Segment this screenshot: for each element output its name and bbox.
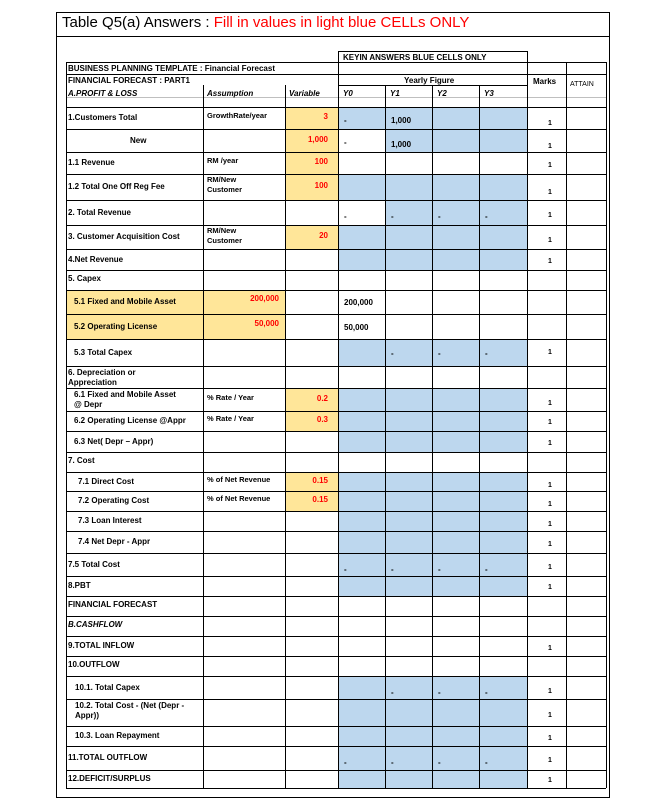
grid-line <box>66 726 606 727</box>
y1-value: - <box>391 758 394 767</box>
mark-value: 1 <box>548 143 552 150</box>
answer-cell[interactable] <box>480 473 527 491</box>
answer-cell[interactable] <box>433 226 479 249</box>
answer-cell[interactable] <box>480 412 527 431</box>
keyin-note: KEYIN ANSWERS BLUE CELLS ONLY <box>343 53 487 62</box>
row-label: 5. Capex <box>68 274 101 283</box>
grid-line <box>66 472 606 473</box>
grid-line <box>66 491 606 492</box>
y1-value: - <box>391 212 394 221</box>
variable-value: 100 <box>314 157 328 166</box>
grid-line <box>66 656 606 657</box>
grid-line <box>479 85 480 788</box>
answer-cell[interactable] <box>480 108 527 129</box>
answer-cell[interactable] <box>339 432 385 452</box>
marks-header: Marks <box>533 77 557 86</box>
grid-line <box>66 596 606 597</box>
variable-value: 0.3 <box>316 415 328 424</box>
y0-value: - <box>344 758 347 767</box>
assumption-text: % Rate / Year <box>207 393 254 402</box>
answer-cell[interactable] <box>480 389 527 411</box>
y3-value: - <box>485 758 488 767</box>
row-label: Appr)) <box>75 711 99 720</box>
variable-value: 0.2 <box>316 394 328 403</box>
assumption-text: % of Net Revenue <box>207 475 271 484</box>
row-label: 10.2. Total Cost - (Net (Depr - <box>75 701 185 710</box>
grid-line <box>66 431 606 432</box>
mark-value: 1 <box>548 482 552 489</box>
grid-line <box>66 62 67 788</box>
grid-line <box>66 636 606 637</box>
y1-value: - <box>391 688 394 697</box>
assumption-text: RM/New <box>207 226 237 235</box>
grid-line <box>66 290 606 291</box>
assumption-text: RM/New <box>207 175 237 184</box>
answer-cell[interactable] <box>480 771 527 788</box>
y3-value: - <box>485 565 488 574</box>
attain-header: ATTAIN <box>570 81 594 88</box>
answer-cell[interactable] <box>339 412 385 431</box>
mark-value: 1 <box>548 120 552 127</box>
y1-header: Y1 <box>390 89 400 98</box>
row-label: 9.TOTAL INFLOW <box>68 641 135 650</box>
row-label: 4.Net Revenue <box>68 255 124 264</box>
answer-cell[interactable] <box>339 473 385 491</box>
row-label: Appreciation <box>68 378 117 387</box>
row-label: 6.1 Fixed and Mobile Asset <box>74 390 176 399</box>
row-label: 6. Depreciation or <box>68 368 136 377</box>
row-label: 8.PBT <box>68 581 91 590</box>
grid-line <box>385 85 386 788</box>
part-title: FINANCIAL FORECAST : PART1 <box>68 76 190 85</box>
answer-cell[interactable] <box>386 175 432 200</box>
row-label: 7.3 Loan Interest <box>78 516 142 525</box>
answer-cell[interactable] <box>433 771 479 788</box>
mark-value: 1 <box>548 777 552 784</box>
assumption-text: Customer <box>207 236 243 245</box>
row-label: 7.1 Direct Cost <box>78 477 135 486</box>
answer-cell[interactable] <box>339 700 385 726</box>
template-title: BUSINESS PLANNING TEMPLATE : Financial Forecast <box>68 64 275 73</box>
row-label: 10.1. Total Capex <box>75 683 140 692</box>
answer-cell[interactable] <box>339 226 385 249</box>
grid-line <box>66 152 606 153</box>
mark-value: 1 <box>548 212 552 219</box>
assumption-text: RM /year <box>207 156 239 165</box>
grid-line <box>338 51 527 52</box>
assumption-header: Assumption <box>207 89 254 98</box>
grid-line <box>66 225 606 226</box>
answer-cell[interactable] <box>339 577 385 596</box>
mark-value: 1 <box>548 162 552 169</box>
variable-header: Variable <box>289 89 320 98</box>
mark-value: 1 <box>548 258 552 265</box>
grid-line <box>66 270 606 271</box>
grid-line <box>338 51 339 788</box>
grid-line <box>66 676 606 677</box>
answer-cell[interactable] <box>386 771 432 788</box>
y0-value: - <box>344 116 347 125</box>
grid-line <box>285 85 286 788</box>
grid-line <box>203 85 204 788</box>
answer-cell[interactable] <box>386 492 432 511</box>
page-title <box>62 14 469 31</box>
grid-line <box>66 616 606 617</box>
grid-line <box>66 366 606 367</box>
answer-cell[interactable] <box>433 512 479 531</box>
row-label: 1.2 Total One Off Reg Fee <box>68 182 165 191</box>
grid-line <box>66 452 606 453</box>
title-prefix: Table Q5(a) Answers : <box>62 14 214 31</box>
y3-value: - <box>485 688 488 697</box>
answer-cell[interactable] <box>480 532 527 553</box>
row-label: 5.3 Total Capex <box>74 348 133 357</box>
variable-value: 0.15 <box>312 495 328 504</box>
answer-cell[interactable] <box>339 771 385 788</box>
answer-cell[interactable] <box>433 389 479 411</box>
grid-line <box>606 62 607 788</box>
mark-value: 1 <box>548 501 552 508</box>
answer-cell[interactable] <box>480 175 527 200</box>
answer-cell[interactable] <box>339 389 385 411</box>
y0-value: - <box>344 138 347 147</box>
answer-cell[interactable] <box>386 700 432 726</box>
answer-cell[interactable] <box>339 250 385 270</box>
assumption-text: Customer <box>207 185 243 194</box>
row-label: FINANCIAL FORECAST <box>68 600 158 609</box>
grid-line <box>66 788 606 789</box>
grid-line <box>66 97 606 98</box>
grid-line <box>66 553 606 554</box>
row-label: 5.1 Fixed and Mobile Asset <box>74 297 176 306</box>
row-label: 12.DEFICIT/SURPLUS <box>68 774 151 783</box>
row-label: @ Depr <box>74 400 103 409</box>
mark-value: 1 <box>548 757 552 764</box>
mark-value: 1 <box>548 712 552 719</box>
mark-value: 1 <box>548 237 552 244</box>
mark-value: 1 <box>548 440 552 447</box>
answer-cell[interactable] <box>433 412 479 431</box>
row-label: 1.1 Revenue <box>68 158 115 167</box>
answer-cell[interactable] <box>339 175 385 200</box>
mark-value: 1 <box>548 521 552 528</box>
yearly-figure-header: Yearly Figure <box>404 76 455 85</box>
answer-cell[interactable] <box>433 577 479 596</box>
y2-value: - <box>438 758 441 767</box>
answer-cell[interactable] <box>480 577 527 596</box>
answer-cell[interactable] <box>339 532 385 553</box>
variable-value: 3 <box>323 112 328 121</box>
answer-cell[interactable] <box>480 226 527 249</box>
y3-value: - <box>485 349 488 358</box>
grid-line <box>66 314 606 315</box>
answer-cell[interactable] <box>339 677 385 699</box>
assumption-text: GrowthRate/year <box>207 111 268 120</box>
row-label: 11.TOTAL OUTFLOW <box>68 753 148 762</box>
answer-cell[interactable] <box>433 532 479 553</box>
answer-cell[interactable] <box>386 389 432 411</box>
answer-cell[interactable] <box>339 512 385 531</box>
variable-value: 1,000 <box>307 135 328 144</box>
mark-value: 1 <box>548 349 552 356</box>
y0-value: - <box>344 212 347 221</box>
title-instruction: Fill in values in light blue CELLs ONLY <box>213 14 470 31</box>
grid-line <box>66 200 606 201</box>
answer-cell[interactable] <box>480 727 527 746</box>
y2-value: - <box>438 688 441 697</box>
row-label: 3. Customer Acquisition Cost <box>68 232 180 241</box>
y1-value: 1,000 <box>391 140 412 149</box>
row-label: New <box>130 136 147 145</box>
mark-value: 1 <box>548 541 552 548</box>
title-rule <box>56 36 610 37</box>
row-label: 7.2 Operating Cost <box>78 496 150 505</box>
answer-cell[interactable] <box>386 577 432 596</box>
y2-header: Y2 <box>437 89 447 98</box>
row-label: B.CASHFLOW <box>68 620 123 629</box>
mark-value: 1 <box>548 189 552 196</box>
answer-cell[interactable] <box>339 492 385 511</box>
answer-cell[interactable] <box>386 473 432 491</box>
grid-line <box>66 74 606 75</box>
answer-cell[interactable] <box>433 108 479 129</box>
answer-cell[interactable] <box>433 175 479 200</box>
assumption-text: % of Net Revenue <box>207 494 271 503</box>
answer-cell[interactable] <box>480 492 527 511</box>
answer-cell[interactable] <box>480 250 527 270</box>
row-label: 1.Customers Total <box>68 113 138 122</box>
answer-cell[interactable] <box>433 727 479 746</box>
answer-cell[interactable] <box>386 412 432 431</box>
row-label: 6.2 Operating License @Appr <box>74 416 186 425</box>
answer-cell[interactable] <box>386 727 432 746</box>
answer-cell[interactable] <box>386 226 432 249</box>
grid-line <box>66 339 606 340</box>
answer-cell[interactable] <box>339 340 385 366</box>
grid-line <box>66 770 606 771</box>
answer-cell[interactable] <box>433 700 479 726</box>
y1-value: 1,000 <box>391 116 412 125</box>
variable-value: 100 <box>314 181 328 190</box>
answer-cell[interactable] <box>433 130 479 152</box>
answer-cell[interactable] <box>480 700 527 726</box>
y1-value: - <box>391 349 394 358</box>
y0-value: 200,000 <box>344 298 373 307</box>
row-label: 10.OUTFLOW <box>68 660 120 669</box>
answer-cell[interactable] <box>339 727 385 746</box>
amount-value: 50,000 <box>254 319 279 328</box>
variable-value: 0.15 <box>312 476 328 485</box>
mark-value: 1 <box>548 400 552 407</box>
answer-cell[interactable] <box>480 512 527 531</box>
mark-value: 1 <box>548 688 552 695</box>
section-profit-loss: A.PROFIT & LOSS <box>68 89 138 98</box>
answer-cell[interactable] <box>433 432 479 452</box>
y3-header: Y3 <box>484 89 494 98</box>
grid-line <box>66 129 606 130</box>
grid-line <box>66 62 606 63</box>
mark-value: 1 <box>548 419 552 426</box>
grid-line <box>432 85 433 788</box>
grid-line <box>66 174 606 175</box>
y0-value: 50,000 <box>344 323 369 332</box>
row-label: 5.2 Operating License <box>74 322 158 331</box>
grid-line <box>66 107 606 108</box>
row-label: 10.3. Loan Repayment <box>75 731 160 740</box>
mark-value: 1 <box>548 735 552 742</box>
grid-line <box>66 511 606 512</box>
y0-value: - <box>344 565 347 574</box>
answer-cell[interactable] <box>480 432 527 452</box>
row-label: 7. Cost <box>68 456 95 465</box>
assumption-text: % Rate / Year <box>207 414 254 423</box>
answer-cell[interactable] <box>480 130 527 152</box>
y1-value: - <box>391 565 394 574</box>
grid-line <box>66 699 606 700</box>
variable-value: 20 <box>319 231 328 240</box>
y2-value: - <box>438 349 441 358</box>
row-label: 7.5 Total Cost <box>68 560 120 569</box>
grid-line <box>66 411 606 412</box>
row-label: 6.3 Net( Depr – Appr) <box>74 437 154 446</box>
grid-line <box>66 576 606 577</box>
answer-cell[interactable] <box>433 492 479 511</box>
answer-cell[interactable] <box>386 250 432 270</box>
row-label: 7.4 Net Depr - Appr <box>78 537 151 546</box>
y0-header: Y0 <box>343 89 353 98</box>
grid-line <box>66 249 606 250</box>
row-label: 2. Total Revenue <box>68 208 131 217</box>
answer-cell[interactable] <box>386 512 432 531</box>
answer-cell[interactable] <box>386 532 432 553</box>
amount-value: 200,000 <box>250 294 279 303</box>
grid-line <box>66 388 606 389</box>
grid-line <box>566 62 567 788</box>
y2-value: - <box>438 212 441 221</box>
mark-value: 1 <box>548 584 552 591</box>
mark-value: 1 <box>548 645 552 652</box>
answer-cell[interactable] <box>386 432 432 452</box>
answer-cell[interactable] <box>433 473 479 491</box>
grid-line <box>527 51 528 788</box>
answer-cell[interactable] <box>433 250 479 270</box>
grid-line <box>66 531 606 532</box>
y2-value: - <box>438 565 441 574</box>
grid-line <box>66 746 606 747</box>
y3-value: - <box>485 212 488 221</box>
mark-value: 1 <box>548 564 552 571</box>
